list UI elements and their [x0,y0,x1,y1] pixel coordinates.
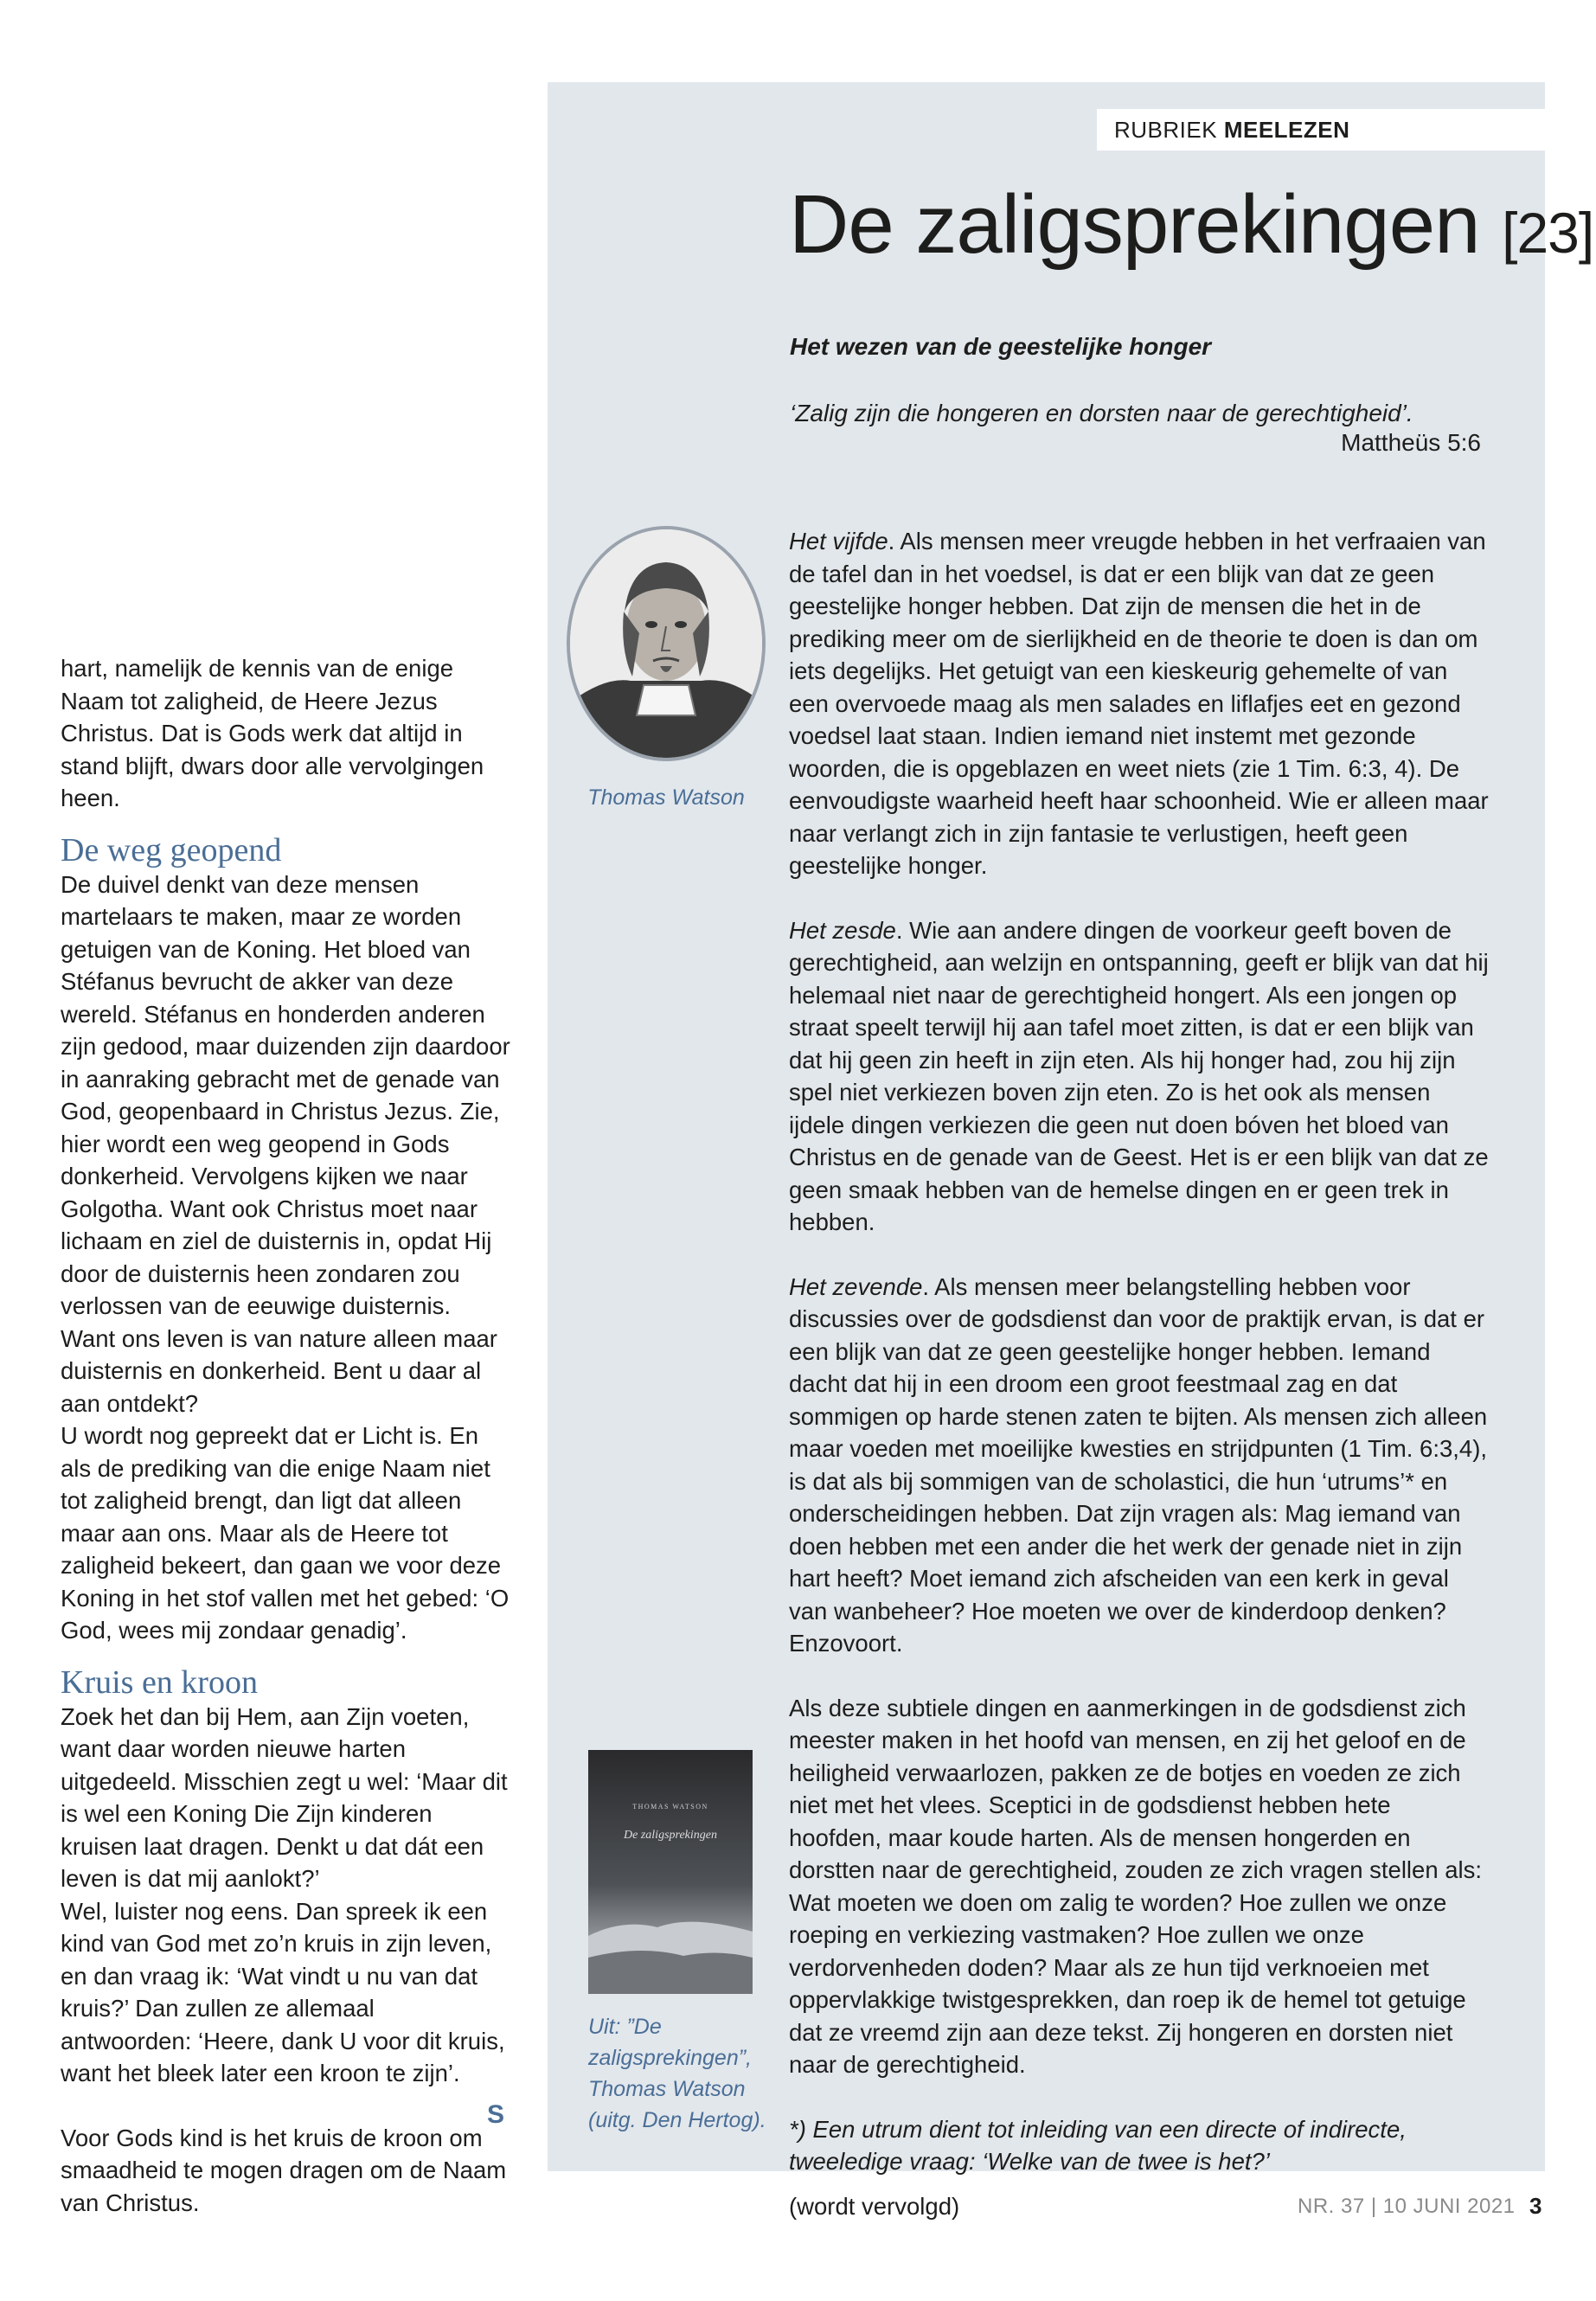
main-column [789,525,1490,2254]
title-number: [23] [1502,201,1594,265]
main-paragraph [789,914,1490,1239]
section-heading-kruis: Kruis en kroon [61,1663,258,1701]
main-paragraph [789,1271,1490,1660]
title-text: De zaligsprekingen [789,178,1480,271]
book-cover-illustration [588,1750,753,1994]
left-intro: hart, namelijk de kennis van de enige Naam tot zaligheid, de Heere Jezus Christus. Dat is Gods werk dat altijd in stand blijft, dwars door alle vervolgingen heen. [61,655,484,811]
left-paragraph: Wel, luister nog eens. Dan spreek ik een kind van God met zo’n kruis in zijn leven, en dan vraag ik: ‘Wat vindt u nu van dat kruis?’ Dan zullen ze allemaal antwoorden: ‘Heere, dank U voor dit kruis, want het bleek later een kroon te zijn’. [61,1897,505,2086]
book-author: THOMAS WATSON [632,1803,708,1811]
left-paragraph: U wordt nog gepreekt dat er Licht is. En als de prediking van die enige Naam niet tot zaligheid brengt, dan ligt dat alleen maar aan ons. Maar als de Heere tot zaligheid bekeert, dan gaan we voor deze Koning in het stof vallen met het gebed: ‘O God, wees mij zondaar genadig’. [61,1422,510,1644]
main-paragraph [789,525,1490,882]
section-heading-weg: De weg geopend [61,831,282,868]
page-number: 3 [1529,2193,1542,2219]
bible-quote: ‘Zalig zijn die hongeren en dorsten naar de gerechtigheid’. [790,400,1413,426]
thomas-watson-portrait [567,526,766,761]
portrait-caption: Thomas Watson [587,785,745,810]
paragraph-lead: Het zevende [789,1272,923,1300]
footnote: *) Een utrum dient tot inleiding van een directe of indirecte, tweeledige vraag: ‘Welke van de twee is het?’ [789,2115,1407,2175]
rubric-prefix: RUBRIEK [1114,117,1218,143]
rubric-label [1097,109,1545,151]
bible-reference: Mattheüs 5:6 [1341,429,1481,456]
book-cover [588,1750,753,1994]
paragraph-lead: Het vijfde [789,528,888,554]
paragraph-text: . Als mensen meer belangstelling hebben voor discussies over de godsdienst dan voor de praktijk ervan, is dat er een blijk van dat ze geen geestelijke honger hebben. Iemand dacht dat hij in een droom een groot feestmaal zag en dat sommigen op harde stenen zaten te bijten. Als mensen zich alleen maar voeden met moeilijke kwesties en strijdpunten (1 Tim. 6:3,4), is dat als bij sommigen van de scholastici, die hun ‘utrums’* en onderscheidingen hebben. Dat zijn vragen als: Mag iemand van doen hebben met een ander die het werk der genade niet in zijn hart heeft? Moet iemand zich afscheiden van een kerk in geval van wanbeheer? Hoe moeten we over de kinderdoop denken? Enzovoort. [789,1272,1488,1657]
book-caption: Uit: ”De zaligsprekingen”, Thomas Watson (uitg. Den Hertog). [588,2015,766,2132]
main-paragraph: Als deze subtiele dingen en aanmerkingen in de godsdienst zich meester maken in het hoofd van mensen, en zij het geloof en de heiligheid verwaarlozen, pakken ze de botjes en voeden ze zich niet met het vlees. Sceptici in de godsdienst hebben hete hoofden, maar koude harten. Als de mensen hongerden en dorstten naar de gerechtigheid, zouden ze zich vragen stellen als: Wat moeten we doen om zalig te worden? Hoe zullen we onze roeping en verkiezing vastmaken? Hoe zullen we onze verdorvenheden doden? Maar als ze hun tijd verknoeien met oppervlakkige twistgesprekken, dan roep ik de hemel tot getuige dat ze vreemd zijn aan deze tekst. Zij hongeren en dorsten niet naar de gerechtigheid. [789,1694,1483,2078]
paragraph-text: . Als mensen meer vreugde hebben in het verfraaien van de tafel dan in het voedsel, is dat er een blijk van dat ze geen geestelijke honger hebben. Dat zijn de mensen die het in de prediking meer om de sierlijkheid en de theorie te doen is dan om iets degelijks. Het getuigt van een kieskeurig gehemelte of van een overvoede maag als men salades en liflafjes eet en gezond voedsel laat staan. Indien iemand niet instemt met gezonde woorden, die is opgeblazen en weet niets (zie 1 Tim. 6:3, 4). De eenvoudigste waarheid heeft haar schoonheid. Wie er alleen maar naar verlangt zich in zijn fantasie te verlustigen, heeft geen geestelijke honger. [789,528,1489,879]
rubric-name: MEELEZEN [1223,117,1350,143]
paragraph-lead: Het zesde [789,916,896,944]
left-column [61,652,510,2219]
issue-info: NR. 37 | 10 JUNI 2021 [1298,2195,1516,2218]
article-title [789,177,1593,280]
left-paragraph: De duivel denkt van deze mensen martelaars te maken, maar ze worden getuigen van de Koning. Het bloed van Stéfanus bevrucht de akker van deze wereld. Stéfanus en honderden anderen zijn gedood, maar duizenden zijn daardoor in aanraking gebracht met de genade van God, geopenbaard in Christus Jezus. Zie, hier wordt een weg geopend in Gods donkerheid. Vervolgens kijken we naar Golgotha. Want ook Christus moet naar lichaam en ziel de duisternis in, opdat Hij door de duisternis heen zondaren zou verlossen van de eeuwige duisternis. Want ons leven is van nature alleen maar duisternis en donkerheid. Bent u daar al aan ontdekt? [61,870,510,1417]
left-paragraph: Zoek het dan bij Hem, aan Zijn voeten, want daar worden nieuwe harten uitgedeeld. Misschien zegt u wel: ‘Maar dit is wel een Koning Die Zijn kinderen kruisen laat dragen. Denkt u dat dát een leven is dat mij aanlokt?’ [61,1702,508,1892]
book-title: De zaligsprekingen [624,1829,717,1842]
portrait-illustration [570,529,762,758]
paragraph-text: . Wie aan andere dingen de voorkeur geeft boven de gerechtigheid, aan welzijn en ontspanning, geeft er blijk van dat hij helemaal niet naar de gerechtigheid hongert. Als een jongen op straat speelt terwijl hij aan tafel moet zitten, is dat er een blijk van dat hij geen zin heeft in zijn eten. Als hij honger had, zou hij zijn spel niet verkiezen boven zijn eten. Zo is het ook als mensen ijdele dingen verkiezen die geen nut doen bóven het bloed van Christus en de genade van de Geest. Het is er een blijk van dat ze geen smaak hebben van de hemelse dingen en er geen trek in hebben. [789,916,1489,1235]
left-paragraph: Voor Gods kind is het kruis de kroon om smaadheid te mogen dragen om de Naam van Christus. [61,2124,507,2216]
to-be-continued: (wordt vervolgd) [789,2192,960,2220]
article-subtitle: Het wezen van de geestelijke honger [790,333,1212,360]
end-mark-icon: S [487,2100,505,2129]
